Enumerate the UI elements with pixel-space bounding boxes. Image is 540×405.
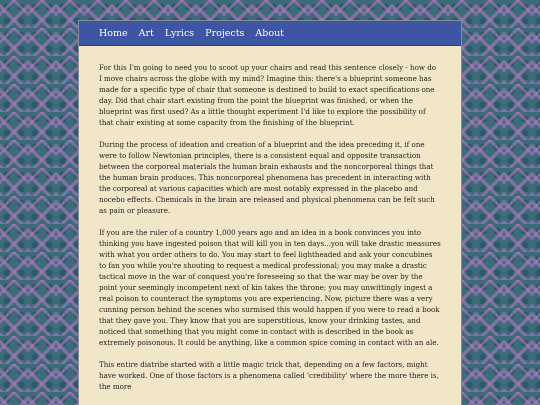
nav-link-art[interactable]: Art	[138, 27, 154, 39]
article-paragraph: This entire diatribe started with a little magic trick that, depending on a few factors, might have worked. One of those factors is a phenomena called 'credibility' where the more there is, the more	[99, 360, 439, 391]
article-body	[79, 46, 461, 392]
nav-link-home[interactable]: Home	[99, 27, 128, 39]
nav-link-lyrics[interactable]: Lyrics	[164, 27, 195, 39]
nav-link-about[interactable]: About	[255, 27, 285, 39]
top-nav	[79, 21, 461, 46]
article-paragraph: For this I'm going to need you to scoot up your chairs and read this sentence closely - how do I move chairs across the globe with my mind? Imagine this: there's a blueprint someone has made for a specific type of chair that someone is destined to build to exact specifications one day. Did that chair start existing from the point the blueprint was finished, or when the blueprint was first used? As a little thought experiment I'd like to explore the possibility of that chair existing at some capacity from the finishing of the blueprint.	[99, 63, 437, 127]
article-paragraph: During the process of ideation and creation of a blueprint and the idea preceding it, if one were to follow Newtonian principles, there is a consistent equal and opposite transaction between the corporeal materials the human brain exhausts and the noncorporeal things that the human brain produces. This noncorporeal phenomena has precedent in interacting with the corporeal at various capacities which are most notably expressed in the placebo and nocebo effects. Chemicals in the brain are released and physical phenomena can be felt such as pain or pleasure.	[99, 140, 435, 215]
article-paragraph: If you are the ruler of a country 1,000 years ago and an idea in a book convinces you into thinking you have ingested poison that will kill you in ten days...you will take drastic measures with what you order others to do. You may start to feel lightheaded and ask your concubines to fan you while you're shouting to request a medical professional; you may make a drastic tactical move in the war of conquest you're foreseeing so that the war may be over by the point your seemingly incompetent next of kin takes the throne; you may unwittingly ingest a real poison to counteract the symptoms you are experiencing. Now, picture there was a very cunning person behind the scenes who surmised this would happen if you were to read a book that they gave you. They know that you are superstitious, know your drinking tastes, and noticed that something that you might come in contact with is described in the book as extremely poisonous. It could be anything, like a common spice coming in contact with an ale.	[99, 228, 441, 347]
page-container	[79, 21, 461, 405]
nav-link-projects[interactable]: Projects	[205, 27, 245, 39]
